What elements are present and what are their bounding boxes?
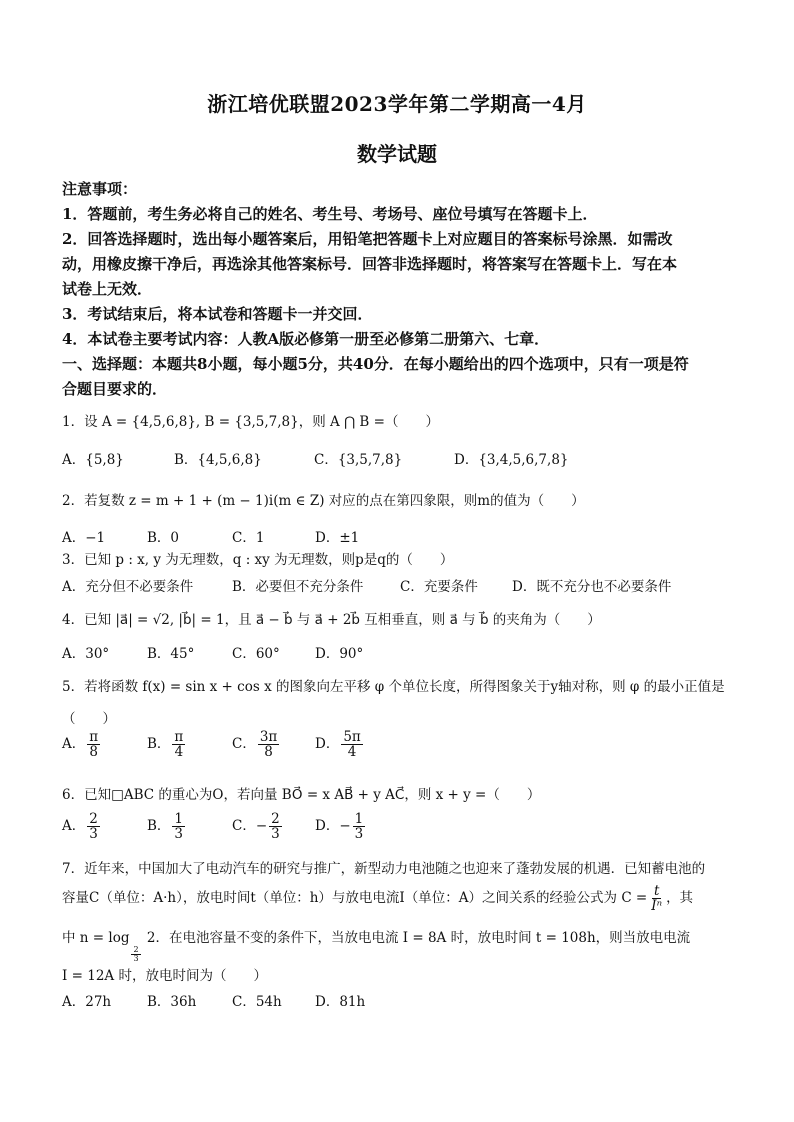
numerator: 2	[271, 811, 280, 827]
option-b: B．45°	[147, 646, 195, 662]
question-7-stem-line2	[62, 884, 693, 913]
fraction	[87, 812, 100, 841]
denominator: 8	[89, 744, 98, 761]
option-d	[315, 812, 367, 841]
fraction	[353, 812, 366, 841]
option-b: B．0	[147, 530, 180, 546]
denominator: Iⁿ	[651, 898, 663, 915]
numerator: π	[89, 729, 99, 745]
option-b	[147, 812, 187, 841]
denominator: 3	[354, 826, 364, 843]
question-7-stem: 7．近年来，中国加大了电动汽车的研究与推广，新型动力电池随之也迎来了蓬勃发展的机遇．已知蓄电池的	[62, 861, 706, 877]
option-d: D．±1	[315, 530, 360, 546]
option-label: D．	[315, 736, 340, 753]
numerator: 2	[89, 811, 98, 827]
numerator: 1	[354, 811, 364, 827]
log-base-fraction	[131, 946, 140, 964]
notice-item: 1．答题前，考生务必将自己的姓名、考生号、考场号、座位号填写在答题卡上．	[62, 205, 598, 223]
denominator: 3	[271, 826, 280, 843]
question-7-text: 2．在电池容量不变的条件下，当放电电流 I = 8A 时，放电时间 t = 108h，则当放电电流	[142, 930, 691, 946]
numerator: π	[174, 729, 184, 745]
option-b: B．必要但不充分条件	[232, 579, 364, 595]
option-label: B．	[147, 736, 171, 753]
option-c	[232, 812, 284, 841]
option-d: D．既不充分也不必要条件	[512, 579, 672, 595]
option-d: D．{3,4,5,6,7,8}	[454, 452, 569, 468]
numerator: 3π	[259, 729, 278, 745]
option-c: C．{3,5,7,8}	[314, 452, 403, 468]
notice-item: 3．考试结束后，将本试卷和答题卡一并交回．	[62, 305, 373, 323]
option-d: D．90°	[315, 646, 364, 662]
notice-item: 动，用橡皮擦干净后，再选涂其他答案标号．回答非选择题时，将答案写在答题卡上．写在本	[62, 255, 678, 273]
option-a: A．−1	[62, 530, 106, 546]
question-4-stem: 4．已知 |a⃗| = √2, |b⃗| = 1，且 a⃗ − b⃗ 与 a⃗ + 2b⃗ 互相垂直，则 a⃗ 与 b⃗ 的夹角为（ ）	[62, 612, 601, 628]
fraction	[87, 730, 100, 759]
option-c	[232, 730, 281, 759]
option-d: D．81h	[315, 994, 366, 1010]
numerator: 2	[133, 945, 139, 954]
option-c: C．60°	[232, 646, 280, 662]
option-label: D．	[315, 818, 340, 835]
option-b	[147, 730, 187, 759]
fraction	[341, 730, 362, 759]
question-6-stem: 6．已知□ABC 的重心为O，若向量 BO⃗ = x AB⃗ + y AC⃗，则 x + y =（ ）	[62, 787, 541, 803]
notice-item: 试卷上无效．	[62, 280, 153, 298]
denominator: 3	[133, 954, 139, 964]
section-heading-cont: 合题目要求的．	[62, 380, 168, 398]
option-c: C．充要条件	[400, 579, 478, 595]
fraction	[269, 812, 282, 841]
question-1-stem: 1．设 A = {4,5,6,8}, B = {3,5,7,8}，则 A ⋂ B =（ ）	[62, 414, 439, 430]
option-a: A．30°	[62, 646, 110, 662]
question-3-stem: 3．已知 p : x, y 为无理数，q : xy 为无理数，则p是q的（ ）	[62, 552, 454, 568]
numerator: 5π	[343, 729, 361, 745]
notice-item: 2．回答选择题时，选出每小题答案后，用铅笔把答题卡上对应题目的答案标号涂黑．如需改	[62, 230, 673, 248]
question-7-text: 容量C（单位：A·h），放电时间t（单位：h）与放电电流I（单位：A）之间关系的经验公式为	[62, 890, 618, 907]
formula-fraction	[649, 884, 664, 913]
denominator: 4	[174, 744, 184, 761]
option-label: C．	[232, 736, 256, 753]
denominator: 3	[89, 826, 98, 843]
option-a: A．27h	[62, 994, 112, 1010]
option-d	[315, 730, 365, 759]
option-c: C．54h	[232, 994, 282, 1010]
option-b: B．36h	[147, 994, 197, 1010]
question-7-stem-line3	[62, 926, 690, 964]
option-label: B．	[147, 818, 171, 835]
option-a	[62, 730, 102, 759]
fraction	[172, 812, 185, 841]
fraction	[258, 730, 279, 759]
option-b: B．{4,5,6,8}	[174, 452, 262, 468]
numerator: 1	[174, 811, 184, 827]
option-a: A．充分但不必要条件	[62, 579, 194, 595]
fraction	[172, 730, 185, 759]
notice-item: 4．本试卷主要考试内容：人教A版必修第一册至必修第二册第六、七章．	[62, 330, 550, 348]
notice-heading: 注意事项：	[62, 180, 138, 198]
sign: −	[255, 818, 268, 835]
question-7-text: ，其	[666, 890, 694, 907]
denominator: 8	[264, 744, 273, 761]
option-a	[62, 812, 102, 841]
option-c: C．1	[232, 530, 265, 546]
exam-title: 浙江培优联盟2023学年第二学期高一4月	[207, 92, 587, 116]
section-heading: 一、选择题：本题共8小题，每小题5分，共40分．在每小题给出的四个选项中，只有一项是符	[62, 355, 689, 373]
question-5-stem: 5．若将函数 f(x) = sin x + cos x 的图象向左平移 φ 个单位长度，所得图象关于y轴对称，则 φ 的最小正值是	[62, 679, 725, 695]
option-label: A．	[62, 736, 86, 753]
denominator: 4	[347, 744, 357, 761]
question-7-text: 中 n = log	[62, 930, 130, 946]
numerator: t	[653, 883, 660, 899]
sign: −	[339, 818, 351, 835]
question-7-stem-line4: I = 12A 时，放电时间为（ ）	[62, 968, 267, 984]
option-a: A．{5,8}	[62, 452, 124, 468]
question-2-stem: 2．若复数 z = m + 1 + (m − 1)i(m ∈ Z) 对应的点在第四象限，则m的值为（ ）	[62, 493, 585, 509]
option-label: C．	[232, 818, 256, 835]
denominator: 3	[174, 826, 184, 843]
formula-lhs: C =	[621, 890, 648, 907]
option-label: A．	[62, 818, 86, 835]
exam-subtitle: 数学试题	[357, 142, 437, 166]
question-5-stem-cont: （ ）	[62, 711, 116, 727]
